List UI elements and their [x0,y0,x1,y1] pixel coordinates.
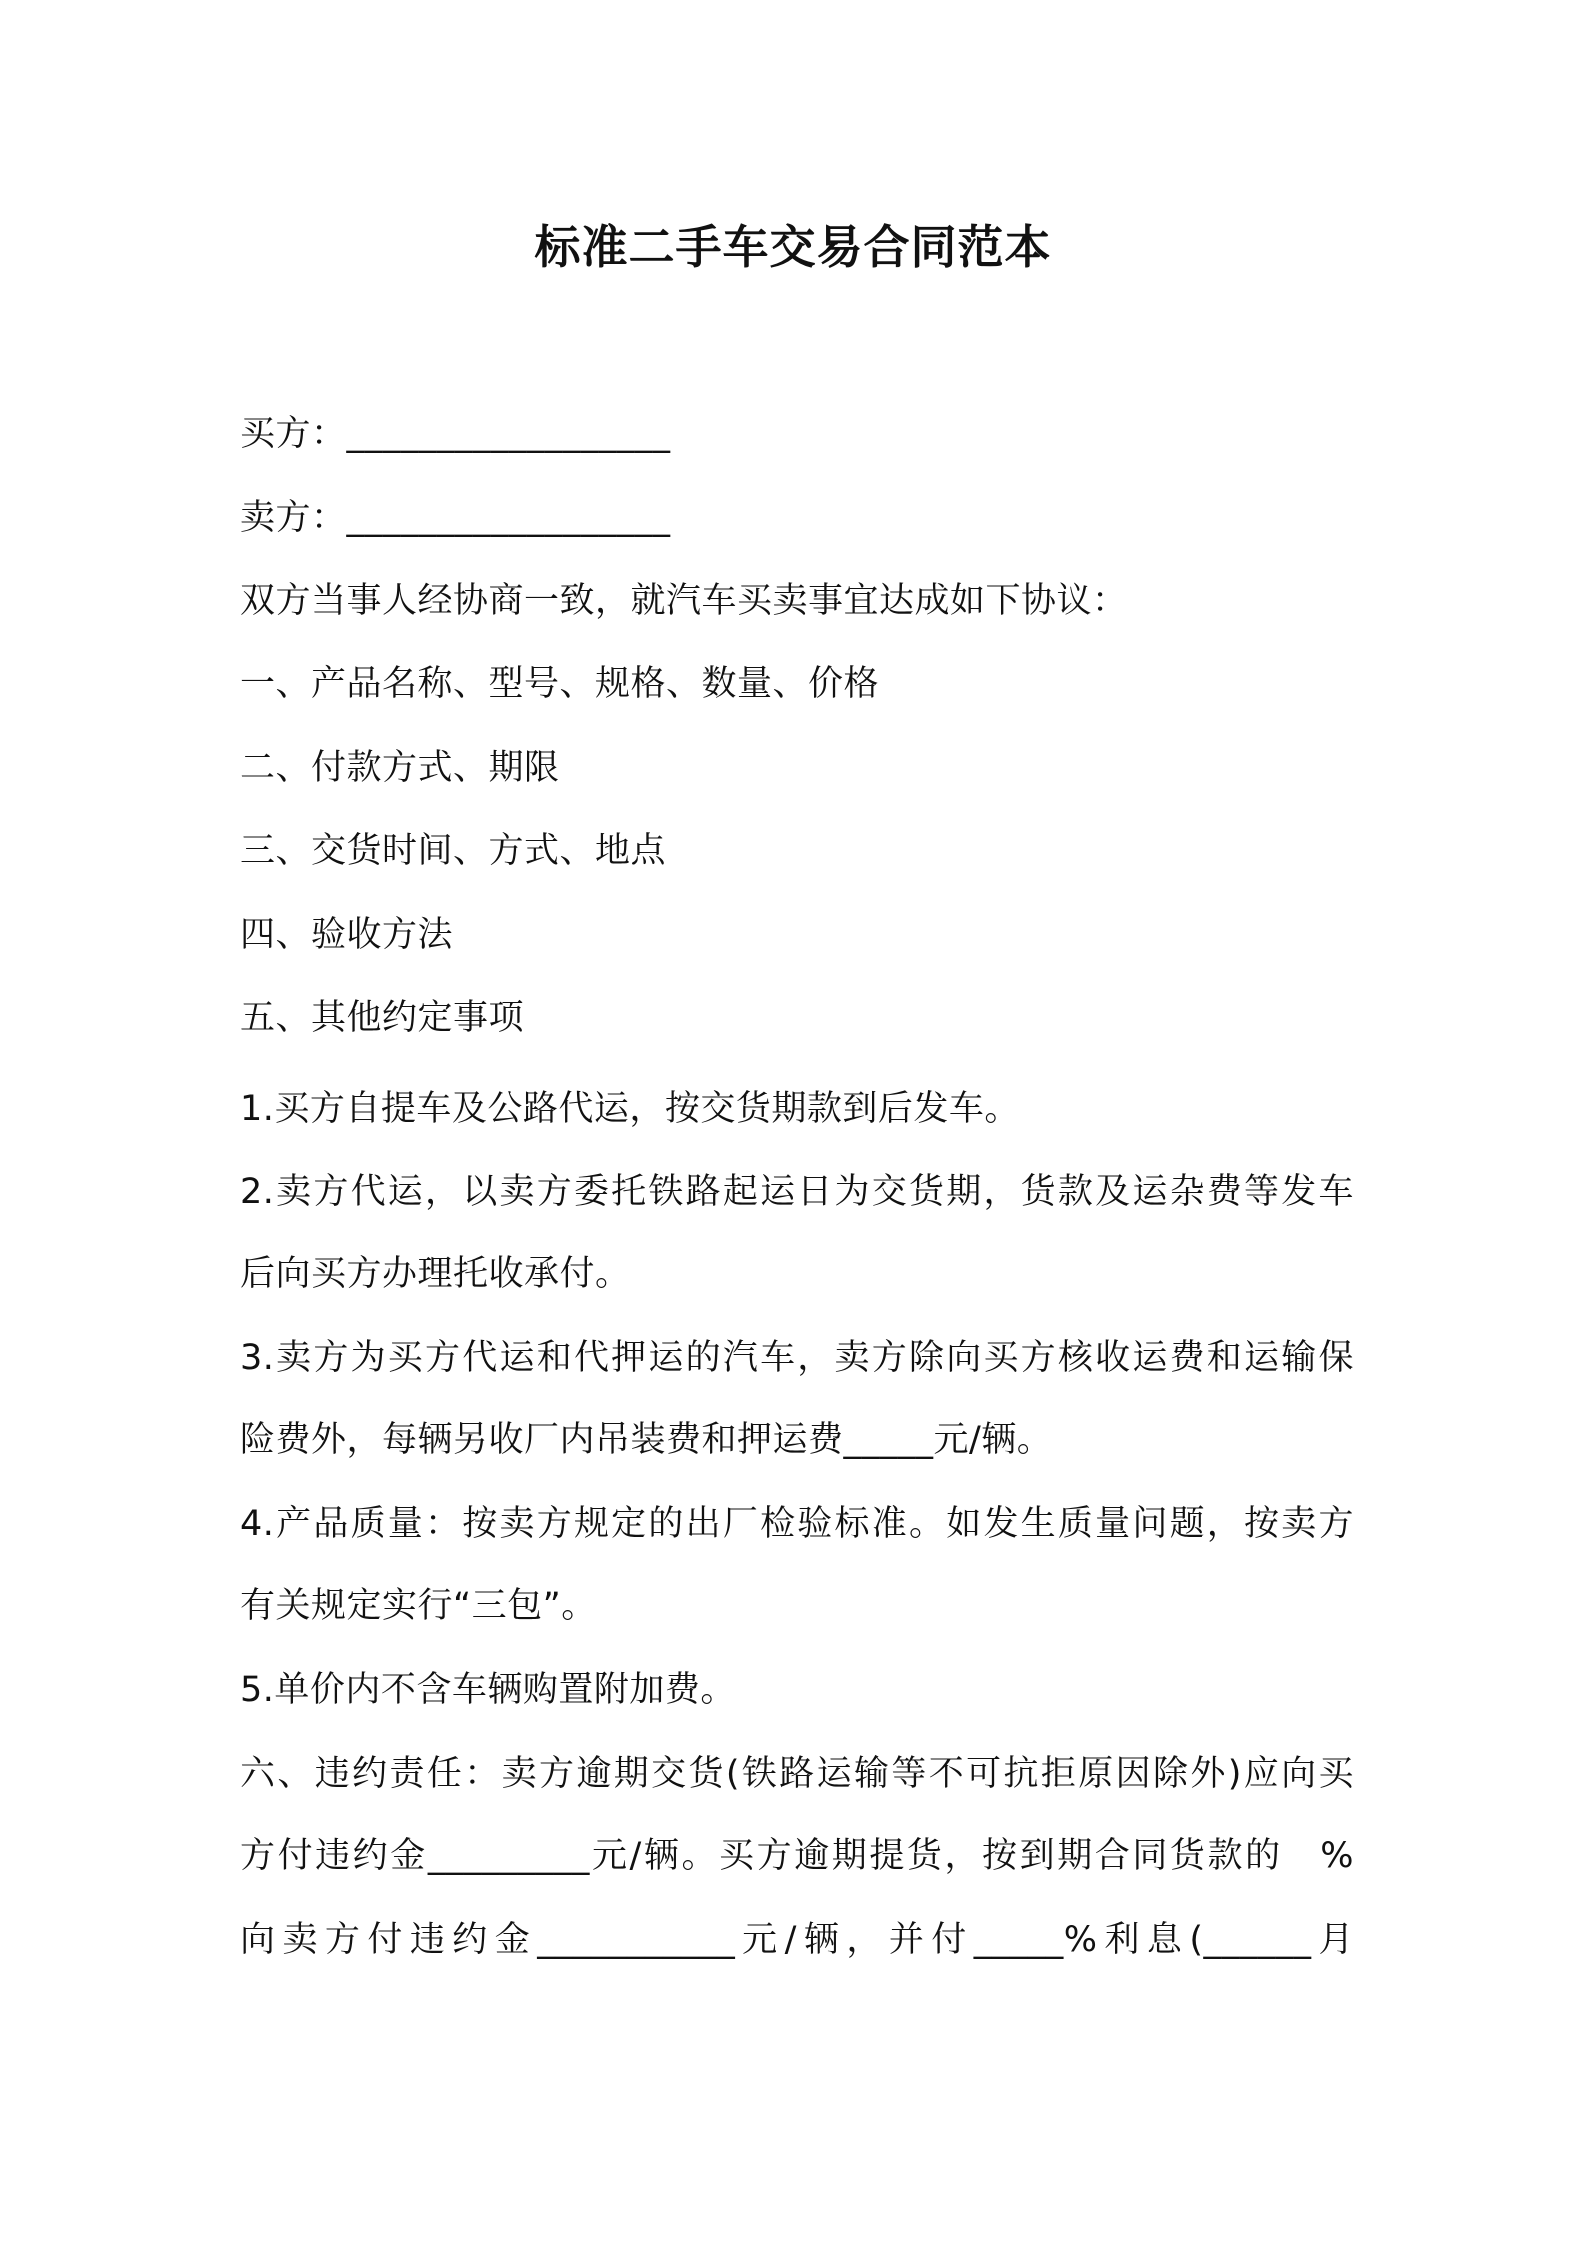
seller-line: 卖方：__________________ [240,498,671,538]
section-6-line-1: 六、违约责任：卖方逾期交货(铁路运输等不可抗拒原因除外)应向买 [240,1754,1354,1794]
agreement-intro: 双方当事人经协商一致，就汽车买卖事宜达成如下协议： [240,581,1128,621]
clause-3-line-1: 3.卖方为买方代运和代押运的汽车，卖方除向买方核收运费和运输保 [240,1338,1354,1378]
section-4-heading: 四、验收方法 [240,915,454,955]
document-title: 标准二手车交易合同范本 [534,220,1052,274]
clause-3-line-2: 险费外，每辆另收厂内吊装费和押运费_____元/辆。 [240,1420,1053,1460]
clause-4-line-1: 4.产品质量：按卖方规定的出厂检验标准。如发生质量问题，按卖方 [240,1504,1354,1544]
section-2-heading: 二、付款方式、期限 [240,748,560,788]
clause-5: 5.单价内不含车辆购置附加费。 [240,1670,736,1710]
clause-2-line-2: 后向买方办理托收承付。 [240,1254,631,1294]
clause-2-line-1: 2.卖方代运，以卖方委托铁路起运日为交货期，货款及运杂费等发车 [240,1172,1354,1212]
section-1-heading: 一、产品名称、型号、规格、数量、价格 [240,664,880,704]
buyer-line: 买方：__________________ [240,414,671,454]
section-5-heading: 五、其他约定事项 [240,998,525,1038]
section-6-line-2: 方付违约金_________元/辆。买方逾期提货，按到期合同货款的 % [240,1836,1354,1876]
section-6-line-3: 向卖方付违约金___________元/辆，并付_____%利息(______月 [240,1920,1354,1960]
clause-4-line-2: 有关规定实行“三包”。 [240,1586,597,1626]
section-3-heading: 三、交货时间、方式、地点 [240,831,667,871]
clause-1: 1.买方自提车及公路代运，按交货期款到后发车。 [240,1089,1020,1129]
